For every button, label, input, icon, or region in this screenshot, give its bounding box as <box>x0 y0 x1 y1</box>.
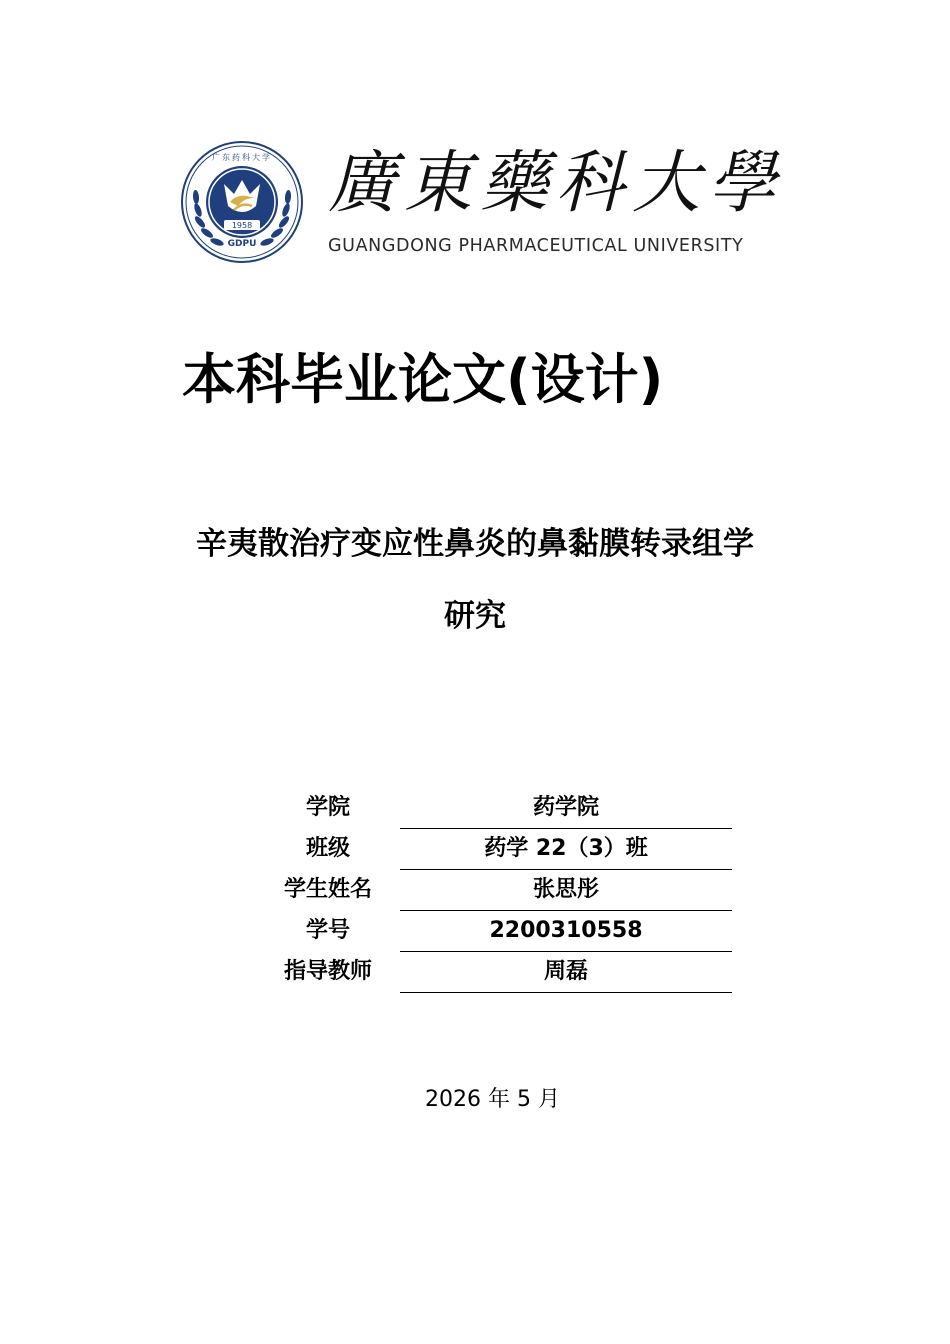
info-label: 学号 <box>305 918 350 943</box>
info-row-college <box>270 788 740 829</box>
student-info-table <box>270 788 740 993</box>
svg-text:1958: 1958 <box>231 221 253 230</box>
info-label: 学院 <box>305 795 350 820</box>
info-value: 药学 22（3）班 <box>400 829 732 870</box>
info-value: 周磊 <box>400 952 732 993</box>
info-label: 学生姓名 <box>283 877 372 902</box>
info-row-student-id <box>270 911 740 952</box>
info-row-student-name <box>270 870 740 911</box>
svg-text:GDPU: GDPU <box>227 239 257 249</box>
university-seal-icon <box>180 140 304 264</box>
thesis-type-heading: 本科毕业论文(设计) <box>182 348 664 411</box>
thesis-title-line-1: 辛夷散治疗变应性鼻炎的鼻黏膜转录组学 <box>196 526 754 562</box>
submission-date: 2026 年 5 月 <box>425 1087 560 1112</box>
thesis-title-line-2: 研究 <box>444 598 506 634</box>
svg-text:广东药科大学: 广东药科大学 <box>212 153 272 162</box>
info-value: 药学院 <box>400 788 732 829</box>
info-value: 2200310558 <box>400 911 732 952</box>
university-name-en: GUANGDONG PHARMACEUTICAL UNIVERSITY <box>328 236 744 256</box>
info-value: 张思彤 <box>400 870 732 911</box>
info-label: 指导教师 <box>283 959 372 984</box>
info-label: 班级 <box>305 836 350 861</box>
university-name-cn: 廣東藥科大學 <box>328 144 785 223</box>
university-logo <box>180 140 785 265</box>
info-row-advisor <box>270 952 740 993</box>
info-row-class <box>270 829 740 870</box>
